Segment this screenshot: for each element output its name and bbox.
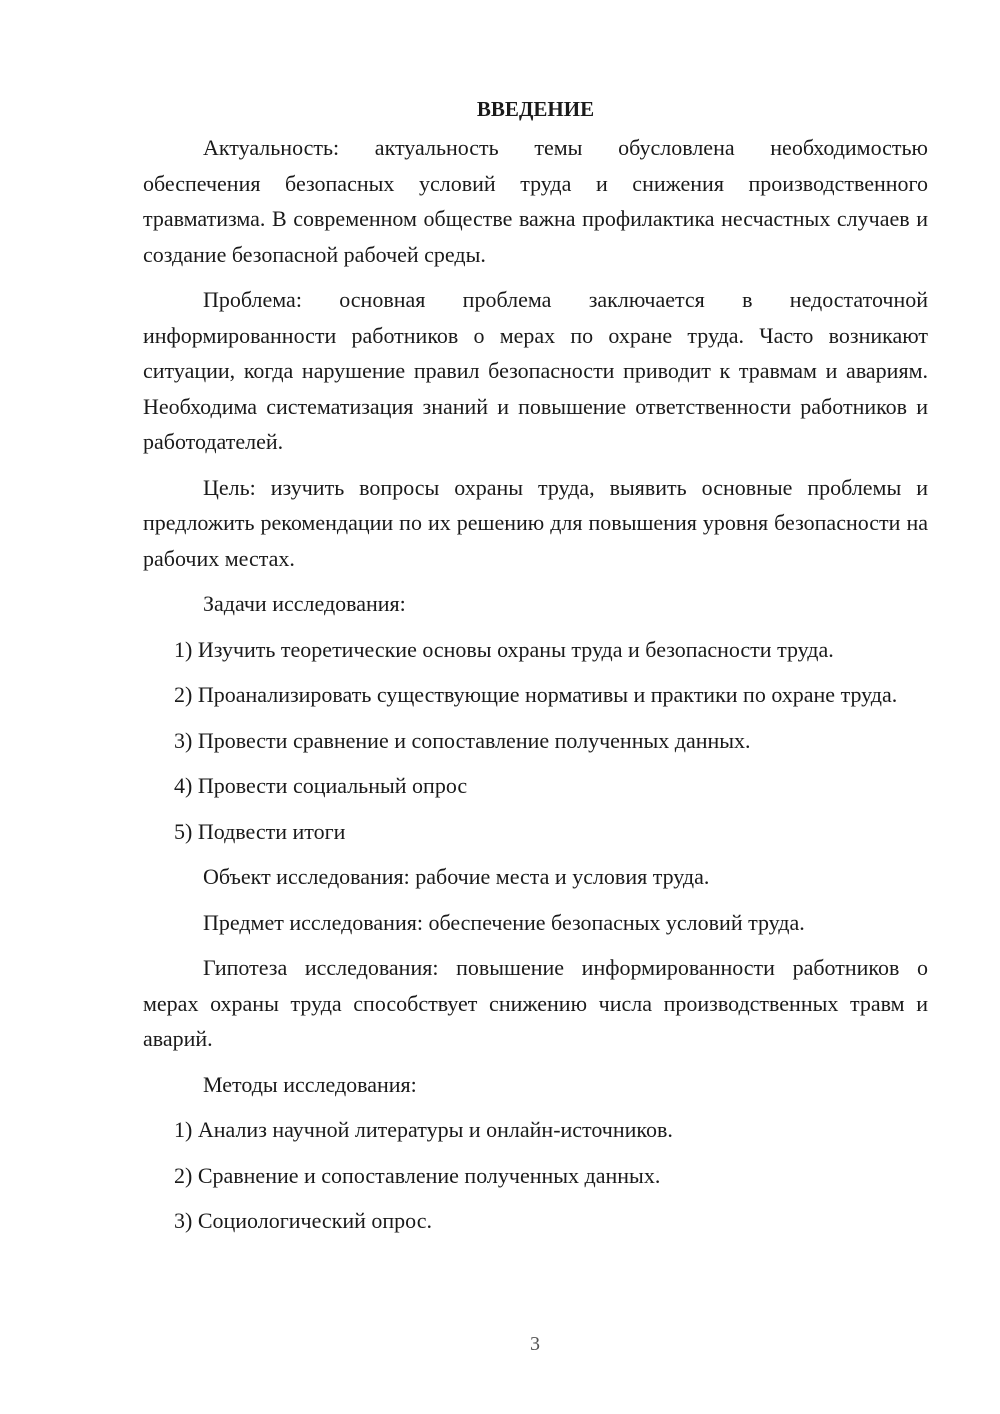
paragraph-subject: Предмет исследования: обеспечение безопасных условий труда.: [203, 909, 805, 935]
page-number: 3: [530, 1333, 540, 1355]
paragraph-goal: Цель: изучить вопросы охраны труда, выявить основные проблемы и предложить рекомендации по их решению для повышения уровня безопасности на рабочих местах.: [143, 474, 928, 571]
paragraph-problem: Проблема: основная проблема заключается в недостаточной информированности работников о мерах по охране труда. Часто возникают ситуации, когда нарушение правил безопасности приводит к травмам и авариям. Необходима систематизация знаний и повышение ответственности работников и работодателей.: [143, 287, 928, 454]
paragraph-relevance: Актуальность: актуальность темы обусловлена необходимостью обеспечения безопасных условий труда и снижения производственного травматизма. В современном обществе важна профилактика несчастных случаев и создание безопасной рабочей среды.: [143, 135, 928, 267]
task-item-1: 1) Изучить теоретические основы охраны труда и безопасности труда.: [174, 636, 834, 662]
method-item-1: 1) Анализ научной литературы и онлайн-источников.: [174, 1117, 673, 1142]
method-item-3: 3) Социологический опрос.: [174, 1208, 432, 1233]
methods-heading: Методы исследования:: [203, 1071, 417, 1097]
document-page: [143, 92, 928, 1249]
task-item-5: 5) Подвести итоги: [174, 818, 346, 844]
paragraph-object: Объект исследования: рабочие места и условия труда.: [203, 864, 710, 889]
task-item-2: 2) Проанализировать существующие нормативы и практики по охране труда.: [174, 682, 898, 707]
section-title: ВВЕДЕНИЕ: [476, 97, 595, 121]
tasks-heading: Задачи исследования:: [203, 591, 406, 616]
task-item-4: 4) Провести социальный опрос: [174, 773, 468, 798]
task-item-3: 3) Провести сравнение и сопоставление полученных данных.: [174, 727, 751, 753]
method-item-2: 2) Сравнение и сопоставление полученных данных.: [174, 1162, 661, 1188]
paragraph-hypothesis: Гипотеза исследования: повышение информированности работников о мерах охраны труда способствует снижению числа производственных травм и аварий.: [143, 955, 928, 1051]
